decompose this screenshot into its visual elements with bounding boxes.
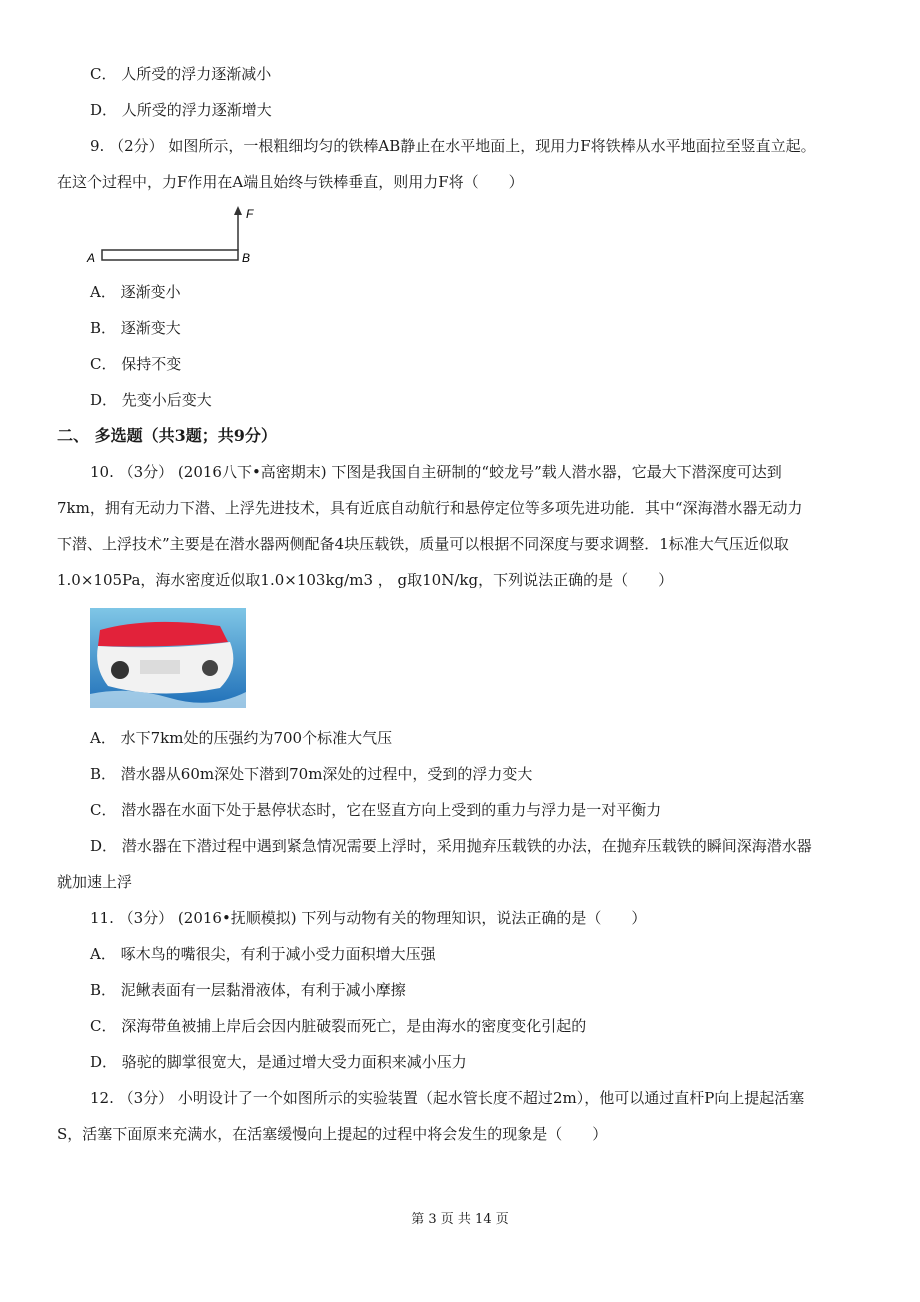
q10-stem-cont-1: 7km，拥有无动力下潜、上浮先进技术，具有近底自动航行和悬停定位等多项先进功能．其中“深海潜水器无动力 xyxy=(57,499,803,517)
q11-option-a: A． 啄木鸟的嘴很尖，有利于减小受力面积增大压强 xyxy=(90,945,436,963)
page-footer: 第 3 页 共 14 页 xyxy=(411,1212,509,1227)
label-f: F xyxy=(246,207,254,221)
q12-stem: 12. （3分） 小明设计了一个如图所示的实验装置（起水管长度不超过2m），他可以通过直杆P向上提起活塞 xyxy=(90,1089,805,1107)
q9-option-c: C． 保持不变 xyxy=(90,355,182,373)
q11-stem: 11. （3分） (2016•抚顺模拟) 下列与动物有关的物理知识，说法正确的是（ ） xyxy=(90,909,647,927)
submersible-photo xyxy=(90,608,246,708)
section-heading: 二、 多选题（共3题；共9分） xyxy=(57,426,277,445)
q10-option-b: B． 潜水器从60m深处下潜到70m深处的过程中，受到的浮力变大 xyxy=(90,765,533,783)
q10-option-d: D． 潜水器在下潜过程中遇到紧急情况需要上浮时，采用抛弃压载铁的办法，在抛弃压载铁的瞬间深海潜水器 xyxy=(90,837,812,855)
q12-stem-cont: S，活塞下面原来充满水，在活塞缓慢向上提起的过程中将会发生的现象是（ ） xyxy=(57,1125,608,1143)
q10-option-a: A． 水下7km处的压强约为700个标准大气压 xyxy=(90,729,393,747)
force-arrowhead-icon xyxy=(234,206,242,215)
q10-option-d-cont: 就加速上浮 xyxy=(57,873,133,891)
q9-option-a: A． 逐渐变小 xyxy=(90,283,181,301)
q9-option-b: B． 逐渐变大 xyxy=(90,319,181,337)
iron-rod xyxy=(102,250,238,260)
q11-option-d: D． 骆驼的脚掌很宽大，是通过增大受力面积来减小压力 xyxy=(90,1053,467,1071)
q10-stem-cont-2: 下潜、上浮技术”主要是在潜水器两侧配备4块压载铁，质量可以根据不同深度与要求调整．1标准大气压近似取 xyxy=(57,535,789,553)
q10-stem-cont-3: 1.0×105Pa，海水密度近似取1.0×103kg/m3 ， g取10N/kg，下列说法正确的是（ ） xyxy=(57,571,674,589)
q11-option-b: B． 泥鳅表面有一层黏滑液体，有利于减小摩擦 xyxy=(90,981,406,999)
q10-stem: 10. （3分） (2016八下•高密期末) 下图是我国自主研制的“蛟龙号”载人潜水器，它最大下潜深度可达到 xyxy=(90,463,782,481)
q9-stem-cont: 在这个过程中，力F作用在A端且始终与铁棒垂直，则用力F将（ ） xyxy=(57,173,524,191)
q9-stem: 9. （2分） 如图所示，一根粗细均匀的铁棒AB静止在水平地面上，现用力F将铁棒从水平地面拉至竖直立起。 xyxy=(90,137,816,155)
q8-option-c: C． 人所受的浮力逐渐减小 xyxy=(90,65,272,83)
q9-option-d: D． 先变小后变大 xyxy=(90,391,212,409)
label-a: A xyxy=(87,251,96,265)
q8-option-d: D． 人所受的浮力逐渐增大 xyxy=(90,101,272,119)
q10-option-c: C． 潜水器在水面下处于悬停状态时，它在竖直方向上受到的重力与浮力是一对平衡力 xyxy=(90,801,662,819)
q11-option-c: C． 深海带鱼被捕上岸后会因内脏破裂而死亡，是由海水的密度变化引起的 xyxy=(90,1017,587,1035)
lever-figure xyxy=(84,206,264,268)
label-b: B xyxy=(242,251,251,265)
